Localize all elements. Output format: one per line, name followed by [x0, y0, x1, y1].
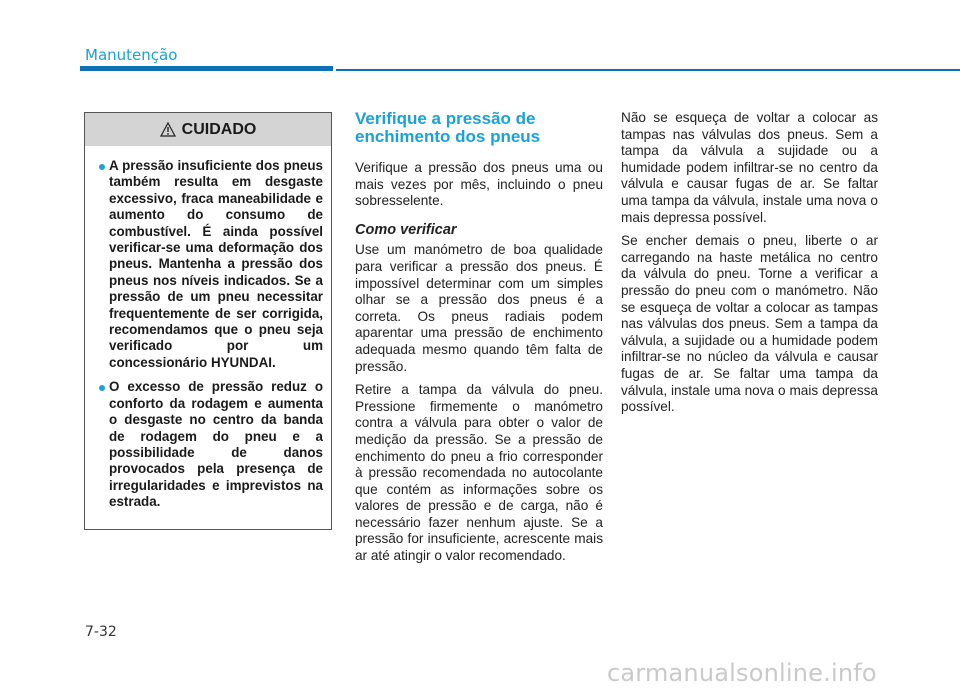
watermark: carmanualsonline.info — [607, 659, 877, 687]
subheading: Como verificar — [355, 221, 457, 238]
caution-item — [99, 158, 323, 371]
caution-list — [99, 158, 323, 511]
warning-triangle-icon — [160, 122, 176, 137]
caution-box — [84, 112, 332, 530]
caution-title: CUIDADO — [181, 120, 257, 138]
main-column — [355, 110, 603, 572]
body-paragraph: Não se esqueça de voltar a colocar as tampas nas válvulas dos pneus. Sem a tampa da válvula a sujidade ou a humidade podem infiltrar-se no centro da válvula e causar fugas de ar. Se faltar uma tampa da válvula, instale uma nova o mais depressa possível. — [621, 110, 878, 225]
bullet-icon — [99, 164, 105, 170]
bullet-icon — [99, 385, 105, 391]
caution-item-text: O excesso de pressão reduz o conforto da rodagem e aumenta o desgaste no centro da banda de rodagem do pneu e a possibilidade de danos provocados pela presença de irregularidades e imprevistos na estrada. — [109, 379, 323, 510]
body-paragraph: Use um manómetro de boa qualidade para verificar a pressão dos pneus. É impossível determinar com um simples olhar se a pressão dos pneus é a correta. Os pneus radiais podem aparentar uma pressão de enchimento adequada mesmo quando têm falta de pressão. — [355, 242, 603, 374]
caution-item-text: A pressão insuficiente dos pneus também resulta em desgaste excessivo, fraca maneabilidade e aumento do consumo de combustível. É ainda possível verificar-se uma deformação dos pneus. Mantenha a pressão dos pneus nos níveis indicados. Se a pressão de um pneu necessitar frequentemente de ser corrigida, recomendamos que o pneu seja verificado por um concessionário HYUNDAI. — [109, 158, 323, 370]
body-paragraph: Se encher demais o pneu, liberte o ar carregando na haste metálica no centro da válvula do pneu. Torne a verificar a pressão do pneu com o manómetro. Não se esqueça de voltar a colocar as tampas nas válvulas dos pneus. Sem a tampa da válvula, a sujidade ou a humidade podem infiltrar-se no núcleo da válvula e causar fugas de ar. Se faltar uma tampa da válvula, instale uma nova o mais depressa possível. — [621, 233, 878, 415]
caution-item — [99, 379, 323, 510]
caution-header — [85, 113, 331, 146]
section-title: Manutenção — [85, 46, 178, 64]
header-rule-thick — [80, 66, 333, 71]
header-rule-thin — [336, 69, 960, 71]
body-paragraph: Retire a tampa da válvula do pneu. Pressione firmemente o manómetro contra a válvula para obter o valor de medição da pressão. Se a pressão de enchimento do pneu a frio corresponder à pressão recomendada no autocolante que contém as informações sobre os valores de pressão e de carga, não é necessário fazer nenhum ajuste. Se a pressão for insuficiente, acrescente mais ar até atingir o valor recomendado. — [355, 382, 603, 564]
intro-paragraph: Verifique a pressão dos pneus uma ou mais vezes por mês, incluindo o pneu sobresselente. — [355, 160, 603, 209]
section-heading: Verifique a pressão de enchimento dos pneus — [355, 109, 541, 146]
page-number: 7-32 — [85, 624, 117, 640]
right-column — [621, 110, 878, 423]
